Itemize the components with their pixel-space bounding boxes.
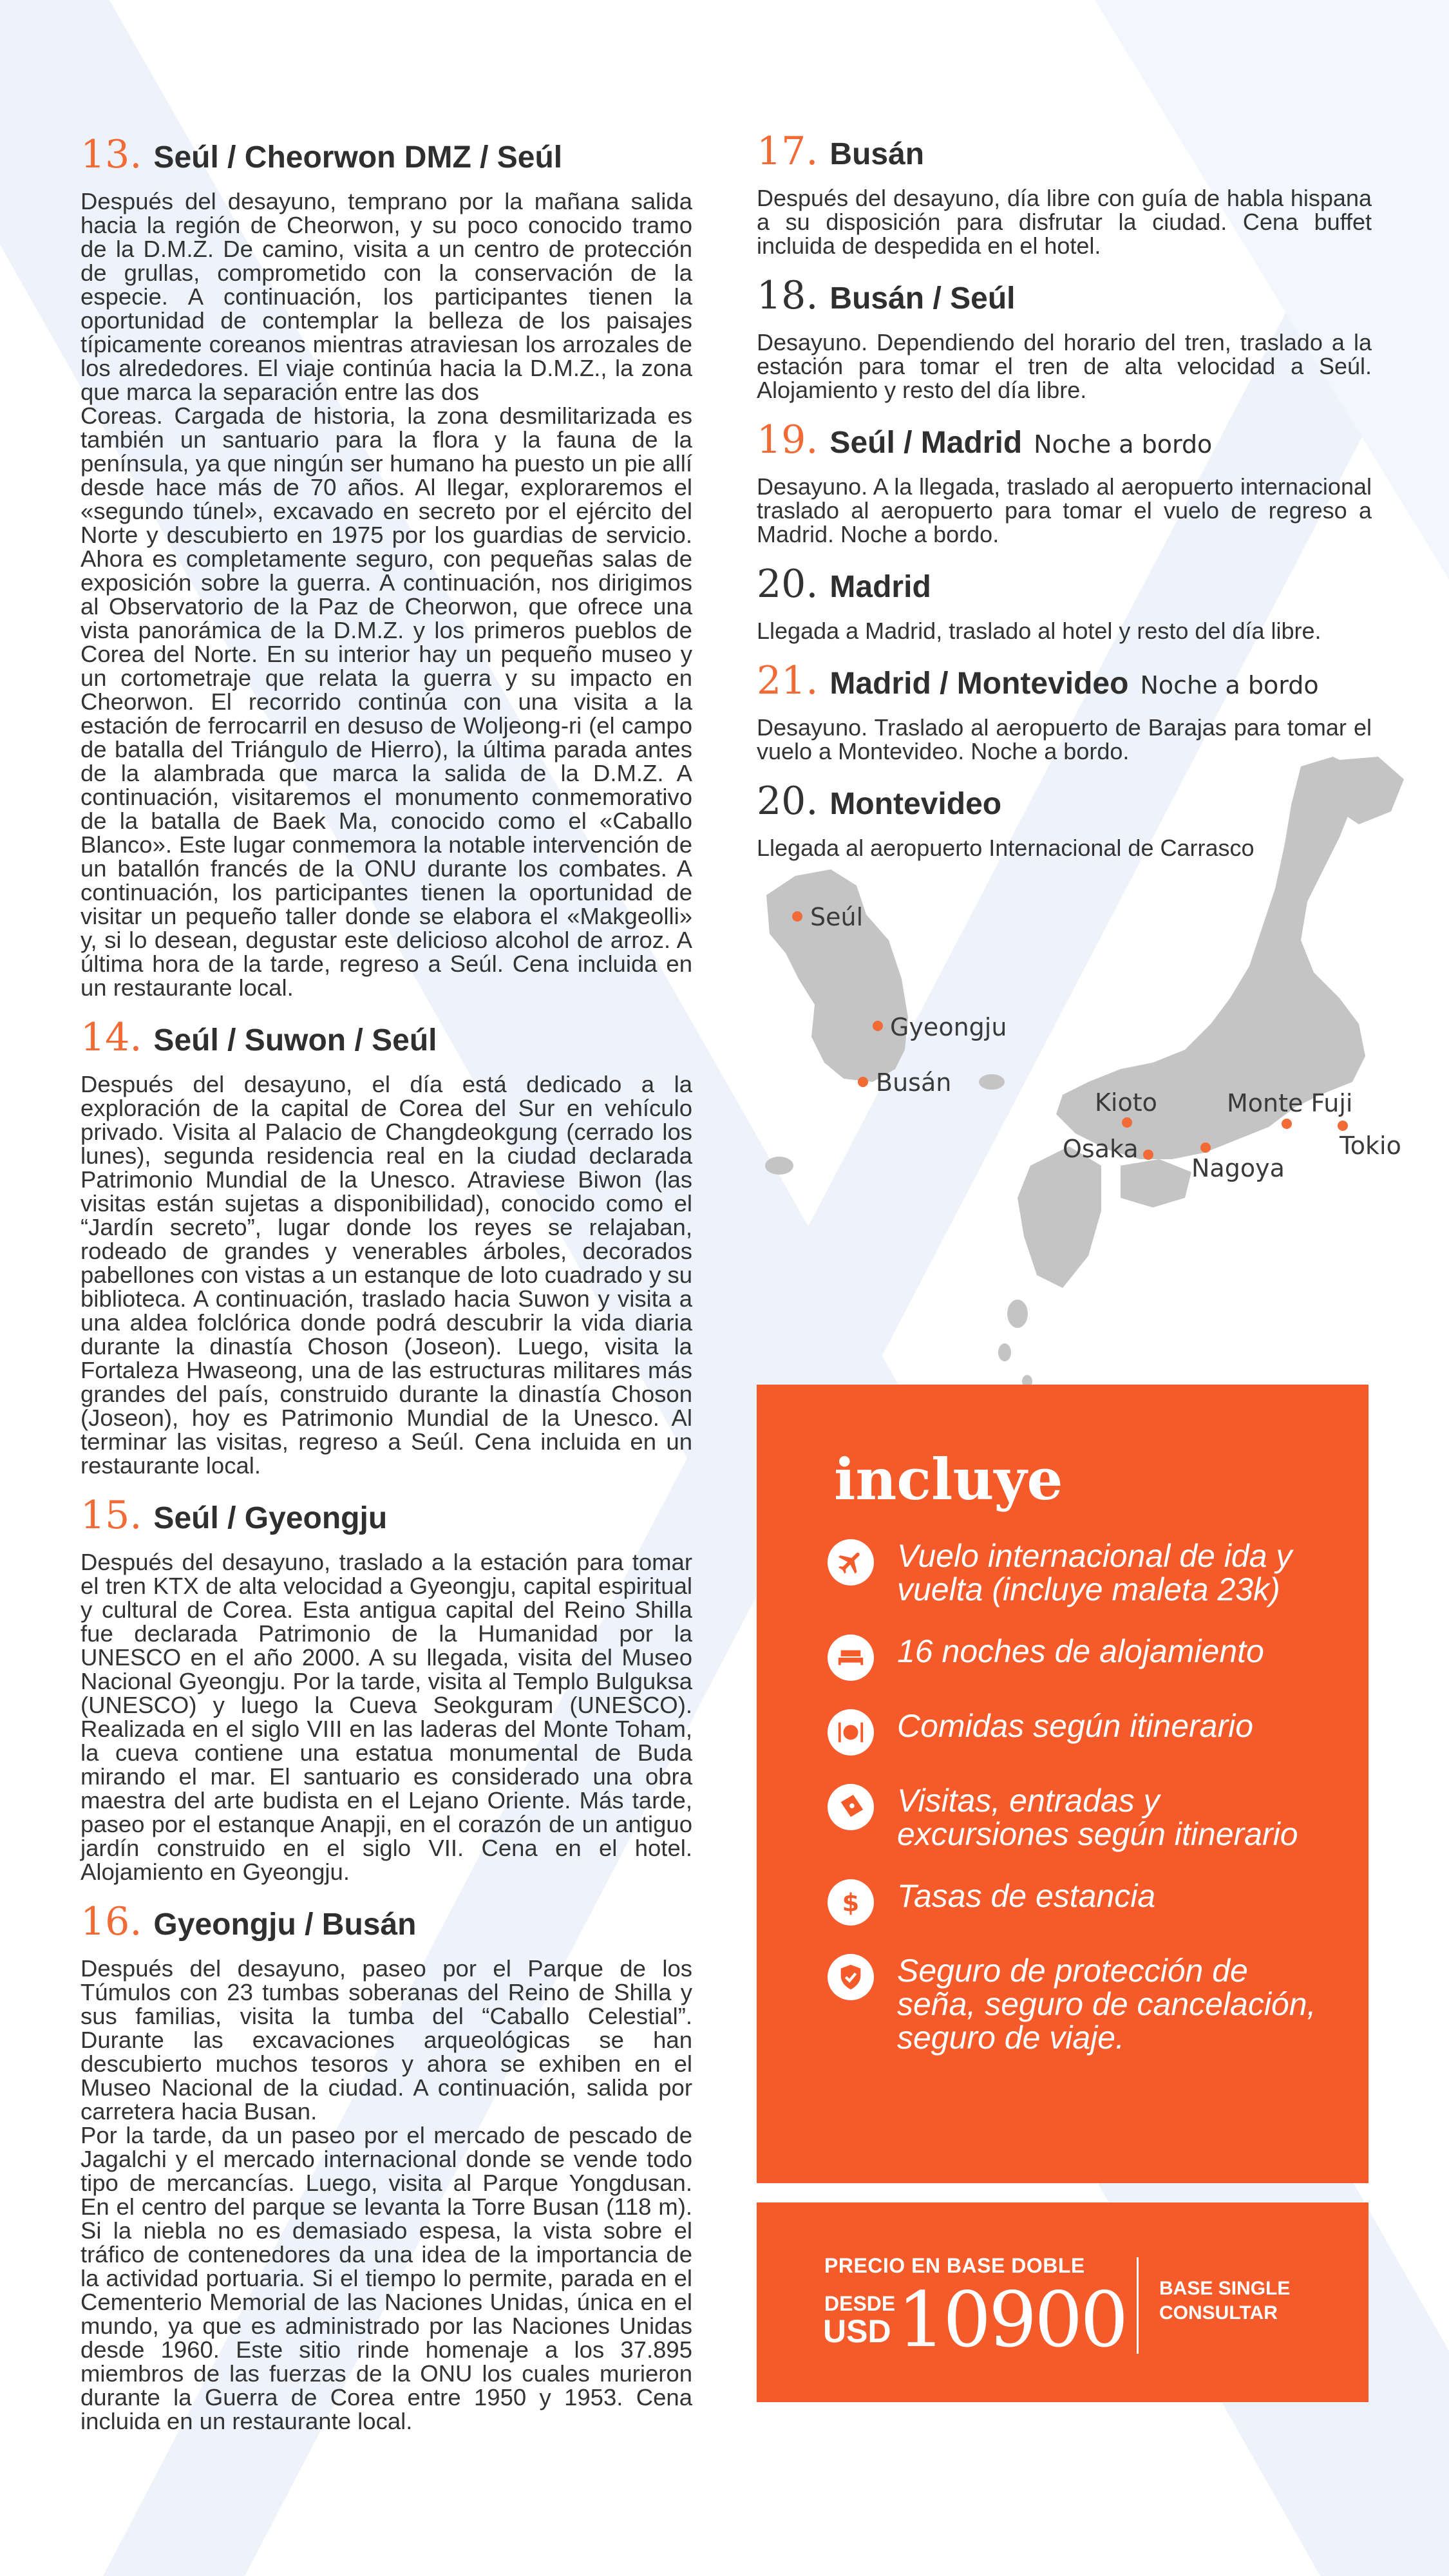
city-label-osaka: Osaka — [1063, 1135, 1139, 1163]
day-number: 16. — [80, 1899, 142, 1944]
airplane-icon — [828, 1539, 874, 1586]
day-number: 14. — [80, 1015, 142, 1060]
includes-box — [757, 1385, 1368, 2183]
day-number: 20. — [757, 562, 819, 607]
city-dot-monte-fuji — [1282, 1119, 1292, 1129]
city-label-seul: Seúl — [810, 903, 864, 931]
include-item — [828, 1539, 1317, 1606]
map-landmass — [765, 757, 1404, 1388]
price-single-line1: BASE SINGLE — [1159, 2278, 1291, 2299]
city-dot-busan — [858, 1077, 868, 1087]
route-map — [741, 747, 1417, 1410]
day-description: Después del desayuno, el día está dedicado a la exploración de la capital de Corea del Sur en vehículo privado. Visita al Palacio de Changdeokgung (cerrado los lunes), segunda residencia real en la ciudad declarada Patrimonio Mundial de la Unesco. Atraviese Biwon (las visitas están sujetas a disponibilidad), conocido como el “Jardín secreto”, lugar donde los reyes se relajaban, rodeado de grandes y venerables árboles, decorados pabellones con vistas a un estanque de loto cuadrado y su biblioteca. A continuación, traslado hacia Suwon y visita a una aldea folclórica donde podrá descubrir la vida diaria durante la dinastía Choson (Joseon). Luego, visita la Fortaleza Hwaseong, una de las estructuras militares más grandes del país, construido durante la dinastía Choson (Joseon), hoy es Patrimonio Mundial de la Unesco. Al terminar las visitas, regreso a Seúl. Cena incluida en un restaurante local. — [80, 1071, 692, 1479]
include-text: Vuelo internacional de ida y vuelta (incluye maleta 23k) — [897, 1538, 1293, 1607]
city-dot-tokio — [1338, 1121, 1348, 1131]
city-label-monte-fuji: Monte Fuji — [1227, 1089, 1353, 1117]
day-number: 17. — [757, 129, 819, 174]
city-label-kioto: Kioto — [1095, 1088, 1157, 1117]
include-item — [828, 1879, 1317, 1926]
city-label-tokio: Tokio — [1340, 1132, 1401, 1160]
day-description: Llegada al aeropuerto Internacional de Carrasco — [757, 835, 1255, 861]
day-title: Seúl / Gyeongju — [153, 1501, 388, 1535]
day-heading — [80, 1493, 692, 1546]
day-description: Por la tarde, da un paseo por el mercado de pescado de Jagalchi y el mercado internacional donde se vende todo tipo de mercancías. Luego, visita al Parque Yongdusan. En el centro del parque se levanta la Torre Busan (118 m). Si la niebla no es demasiado espesa, la vista sobre el tráfico de contenedores da una idea de la importancia de la actividad portuaria. Si el tiempo lo permite, parada en el Cementerio Memorial de las Naciones Unidas, única en el mundo, ya que es administrado por las Naciones Unidas desde 1960. Este sitio rinde homenaje a los 37.895 miembros de las fuerzas de la ONU los cuales murieron durante la Guerra de Corea entre 1950 y 1953. Cena incluida en un restaurante local. — [80, 2122, 692, 2434]
day-heading — [80, 1015, 692, 1068]
day-title: Seúl / Suwon / Seúl — [153, 1023, 437, 1057]
meal-icon — [828, 1709, 874, 1756]
price-label: PRECIO EN BASE DOBLE — [824, 2254, 1085, 2277]
day-heading — [757, 562, 1372, 615]
day-heading — [757, 658, 1372, 712]
include-text: Visitas, entradas y excursiones según itinerario — [897, 1783, 1298, 1852]
day-heading — [757, 129, 1372, 182]
city-dot-kioto — [1122, 1117, 1132, 1128]
day-description: Después del desayuno, día libre con guía de habla hispana a su disposición para disfrutar la ciudad. Cena buffet incluida de despedida en el hotel. — [757, 185, 1372, 259]
day-title: Madrid — [829, 570, 931, 604]
price-single-line2: CONSULTAR — [1159, 2302, 1278, 2324]
day-description: Llegada a Madrid, traslado al hotel y resto del día libre. — [757, 618, 1321, 644]
day-number: 21. — [757, 658, 819, 703]
day-number: 20. — [757, 779, 819, 824]
day-heading — [757, 273, 1372, 327]
include-text: 16 noches de alojamiento — [897, 1633, 1264, 1669]
itinerary-left-column — [80, 132, 692, 2448]
price-single-note — [1159, 2277, 1290, 2325]
includes-title: incluye — [834, 1446, 1063, 1513]
day-description: Desayuno. Dependiendo del horario del tren, traslado a la estación para tomar el tren de alta velocidad a Seúl. Alojamiento y resto del día libre. — [757, 329, 1372, 403]
price-amount: 10900 — [897, 2275, 1126, 2364]
bed-icon — [828, 1634, 874, 1681]
day-number: 13. — [80, 132, 142, 177]
day-title: Madrid / Montevideo — [829, 667, 1129, 701]
day-title: Busán / Seúl — [829, 281, 1016, 316]
city-label-nagoya: Nagoya — [1191, 1154, 1285, 1182]
includes-list — [828, 1539, 1317, 2083]
include-item — [828, 1954, 1317, 2054]
day-14 — [80, 1015, 692, 1477]
day-description: Desayuno. Traslado al aeropuerto de Barajas para tomar el vuelo a Montevideo. Noche a bordo. — [757, 714, 1372, 764]
day-title: Seúl / Cheorwon DMZ / Seúl — [153, 140, 563, 175]
day-16 — [80, 1899, 692, 2433]
day-description: Coreas. Cargada de historia, la zona desmilitarizada es también un santuario para la flora y la fauna de la península, ya que ningún ser humano ha puesto un pie allí desde hace más de 70 años. Al llegar, exploraremos el «segundo túnel», excavado en secreto por el ejército del Norte y descubierto en 1975 por los guardias de servicio. Ahora es completamente seguro, con pequeñas salas de exposición sobre la guerra. A continuación, nos dirigimos al Observatorio de la Paz de Cheorwon, que ofrece una vista panorámica de la D.M.Z. y los primeros pueblos de Corea del Norte. En su interior hay un pequeño museo y un cortometraje que relata la guerra y su impacto en Cheorwon. El recorrido continúa con una visita a la estación de ferrocarril en desuso de Woljeong-ri (el campo de batalla del Triángulo de Hierro), la última parada antes de la alambrada que marca la salida de la D.M.Z. A continuación, visitaremos el monumento conmemorativo de la batalla de Baek Ma, conocido como el «Caballo Blanco». Este lugar conmemora la notable intervención de un batallón francés de la ONU durante los combates. A continuación, los participantes tienen la oportunidad de visitar un pequeño taller donde se elabora el «Makgeolli» y, si lo desean, degustar este delicioso alcohol de arroz. A última hora de la tarde, regreso a Seúl. Cena incluida en un restaurante local. — [80, 402, 692, 1001]
include-text: Comidas según itinerario — [897, 1708, 1254, 1744]
day-20 — [757, 562, 1372, 643]
price-box — [757, 2202, 1368, 2402]
day-title: Montevideo — [829, 787, 1002, 821]
include-text: Seguro de protección de seña, seguro de cancelación, seguro de viaje. — [897, 1953, 1316, 2056]
price-currency: USD — [823, 2313, 891, 2349]
day-title: Gyeongju / Busán — [153, 1908, 417, 1942]
price-divider — [1137, 2257, 1139, 2354]
city-label-busan: Busán — [876, 1068, 952, 1097]
day-subtitle: Noche a bordo — [1140, 671, 1319, 699]
city-dot-gyeongju — [873, 1021, 883, 1031]
day-18 — [757, 273, 1372, 402]
city-dot-nagoya — [1200, 1142, 1211, 1153]
include-text: Tasas de estancia — [897, 1878, 1156, 1914]
include-item — [828, 1709, 1317, 1756]
day-heading — [80, 132, 692, 185]
day-title: Busán — [829, 137, 925, 171]
day-19 — [757, 417, 1372, 546]
include-item — [828, 1784, 1317, 1851]
day-17 — [757, 129, 1372, 258]
dollar-icon — [828, 1879, 874, 1926]
ticket-icon — [828, 1784, 874, 1830]
day-description: Después del desayuno, traslado a la estación para tomar el tren KTX de alta velocidad a Gyeongju, capital espiritual y cultural de Corea. Esta antigua capital del Reino Shilla fue declarada Patrimonio de la Humanidad por la UNESCO en el año 2000. A su llegada, visita del Museo Nacional Gyeongju. Por la tarde, visita al Templo Bulguksa (UNESCO) y luego la Cueva Seokguram (UNESCO). Realizada en el siglo VIII en las laderas del Monte Toham, la cueva contiene una estatua monumental de Buda mirando el mar. El santuario es considerado una obra maestra del arte budista en el Lejano Oriente. Más tarde, paseo por el estanque Anapji, en el corazón de un antiguo jardín construido en el siglo VII. Cena en el hotel. Alojamiento en Gyeongju. — [80, 1549, 692, 1885]
price-from: DESDE — [824, 2292, 896, 2315]
day-heading — [80, 1899, 692, 1953]
svg-text:$: $ — [842, 1888, 860, 1917]
shield-check-icon — [828, 1954, 874, 2000]
day-title: Seúl / Madrid — [829, 426, 1023, 460]
day-subtitle: Noche a bordo — [1034, 430, 1213, 459]
include-item — [828, 1634, 1317, 1681]
day-description: Desayuno. A la llegada, traslado al aeropuerto internacional traslado al aeropuerto para tomar el vuelo de regreso a Madrid. Noche a bordo. — [757, 473, 1372, 547]
day-number: 15. — [80, 1493, 142, 1538]
day-heading — [757, 417, 1372, 471]
city-label-gyeongju: Gyeongju — [890, 1013, 1007, 1041]
day-15 — [80, 1493, 692, 1884]
day-13 — [80, 132, 692, 999]
city-dot-osaka — [1143, 1150, 1153, 1160]
city-dot-seul — [792, 911, 802, 922]
day-number: 18. — [757, 273, 819, 318]
day-description: Después del desayuno, temprano por la mañana salida hacia la región de Cheorwon, y su poco conocido tramo de la D.M.Z. De camino, visita a un centro de protección de grullas, comprometido con la conservación de la especie. A continuación, los participantes tienen la oportunidad de contemplar la belleza de los paisajes típicamente coreanos mientras atraviesan los arrozales de los alrededores. El viaje continúa hacia la D.M.Z., la zona que marca la separación entre las dos — [80, 188, 692, 405]
day-description: Después del desayuno, paseo por el Parque de los Túmulos con 23 tumbas soberanas del Reino de Shilla y sus familias, visita la tumba del “Caballo Celestial”. Durante las excavaciones arqueológicas se han descubierto muchos tesoros y ahora se exhiben en el Museo Nacional de la ciudad. A continuación, salida por carretera hacia Busan. — [80, 1955, 692, 2125]
day-number: 19. — [757, 417, 819, 462]
